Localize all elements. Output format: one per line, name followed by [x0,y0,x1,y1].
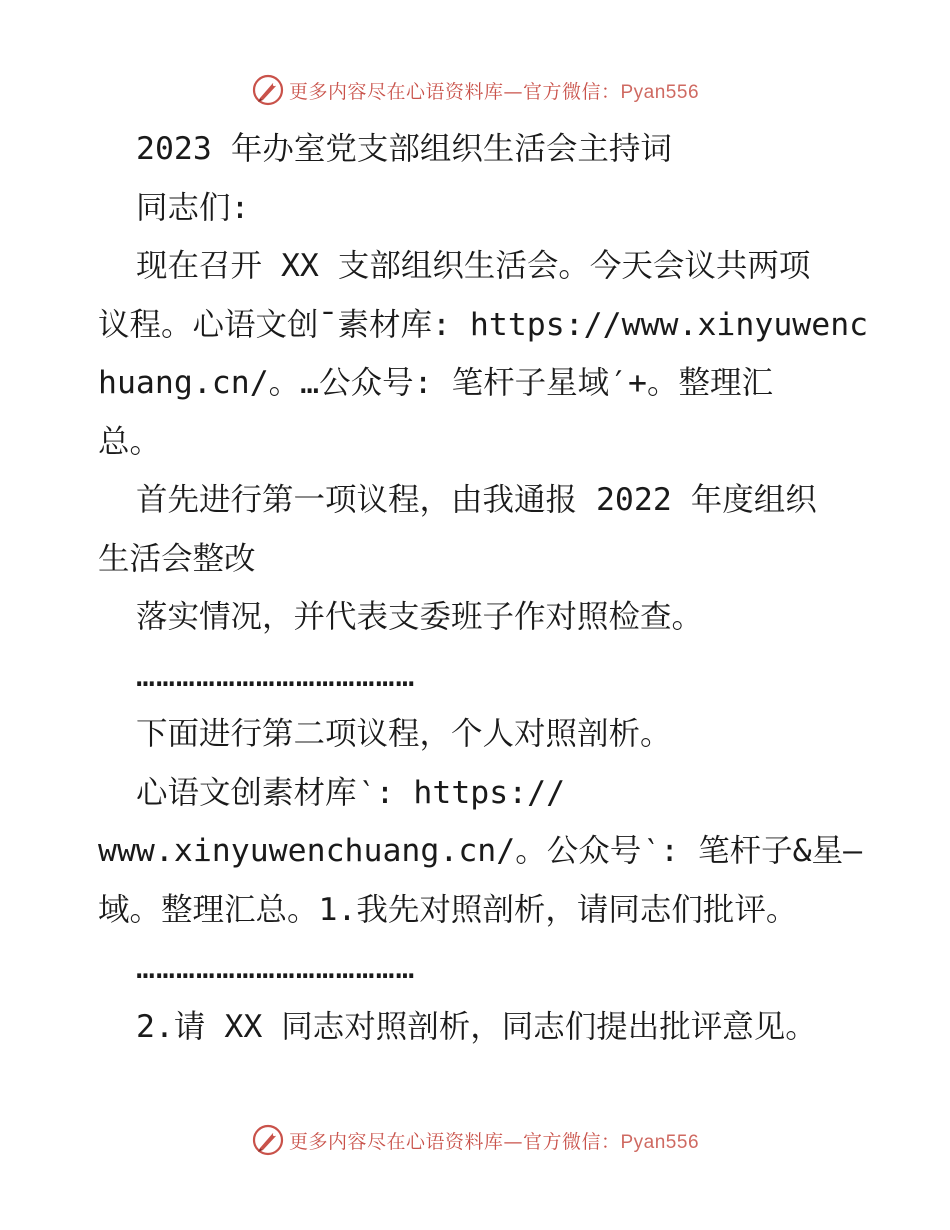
footer-wechat-id: Pyan556 [620,1131,700,1153]
document-body [98,120,869,1056]
paragraph-line: 议程。心语文创¯素材库: https://www.xinyuwenc [98,306,869,343]
ellipsis-line: …………………………………… [136,657,416,694]
paragraph-line: www.xinyuwenchuang.cn/。公众号‵: 笔杆子&星— [98,833,863,869]
paragraph-line: 总。 [98,423,162,460]
paragraph-line: 下面进行第二项议程，个人对照剖析。 [136,716,672,752]
paragraph-line: 现在召开 XX 支部组织生活会。今天会议共两项 [136,248,811,284]
paragraph-line: huang.cn/。…公众号: 笔杆子星域′+。整理汇 [98,365,774,401]
footer-text [289,1127,699,1154]
header-banner [0,70,950,110]
header-wechat-label: 官方微信： [522,80,621,103]
pen-logo-icon [251,1123,285,1157]
document-title: 2023 年办室党支部组织生活会主持词 [136,131,672,167]
salutation: 同志们: [136,189,250,226]
paragraph-line: 心语文创素材库‵: https:// [136,774,566,811]
footer-separator: — [503,1130,523,1153]
paragraph-line: 生活会整改 [98,540,256,577]
header-brand: 更多内容尽在心语资料库 [288,80,504,103]
header-text [289,77,699,104]
paragraph-line: 落实情况，并代表支委班子作对照检查。 [136,599,704,635]
pen-logo-icon [251,73,285,107]
paragraph-line: 首先进行第一项议程，由我通报 2022 年度组织 [136,482,817,518]
footer-banner [0,1120,950,1160]
footer-wechat-label: 官方微信： [522,1130,621,1153]
paragraph-line: 域。整理汇总。1.我先对照剖析，请同志们批评。 [98,891,798,928]
header-wechat-id: Pyan556 [620,81,700,103]
footer-brand: 更多内容尽在心语资料库 [288,1130,504,1153]
paragraph-line: 2.请 XX 同志对照剖析，同志们提出批评意见。 [136,1008,817,1045]
header-separator: — [503,80,523,103]
ellipsis-line: …………………………………… [136,950,416,986]
